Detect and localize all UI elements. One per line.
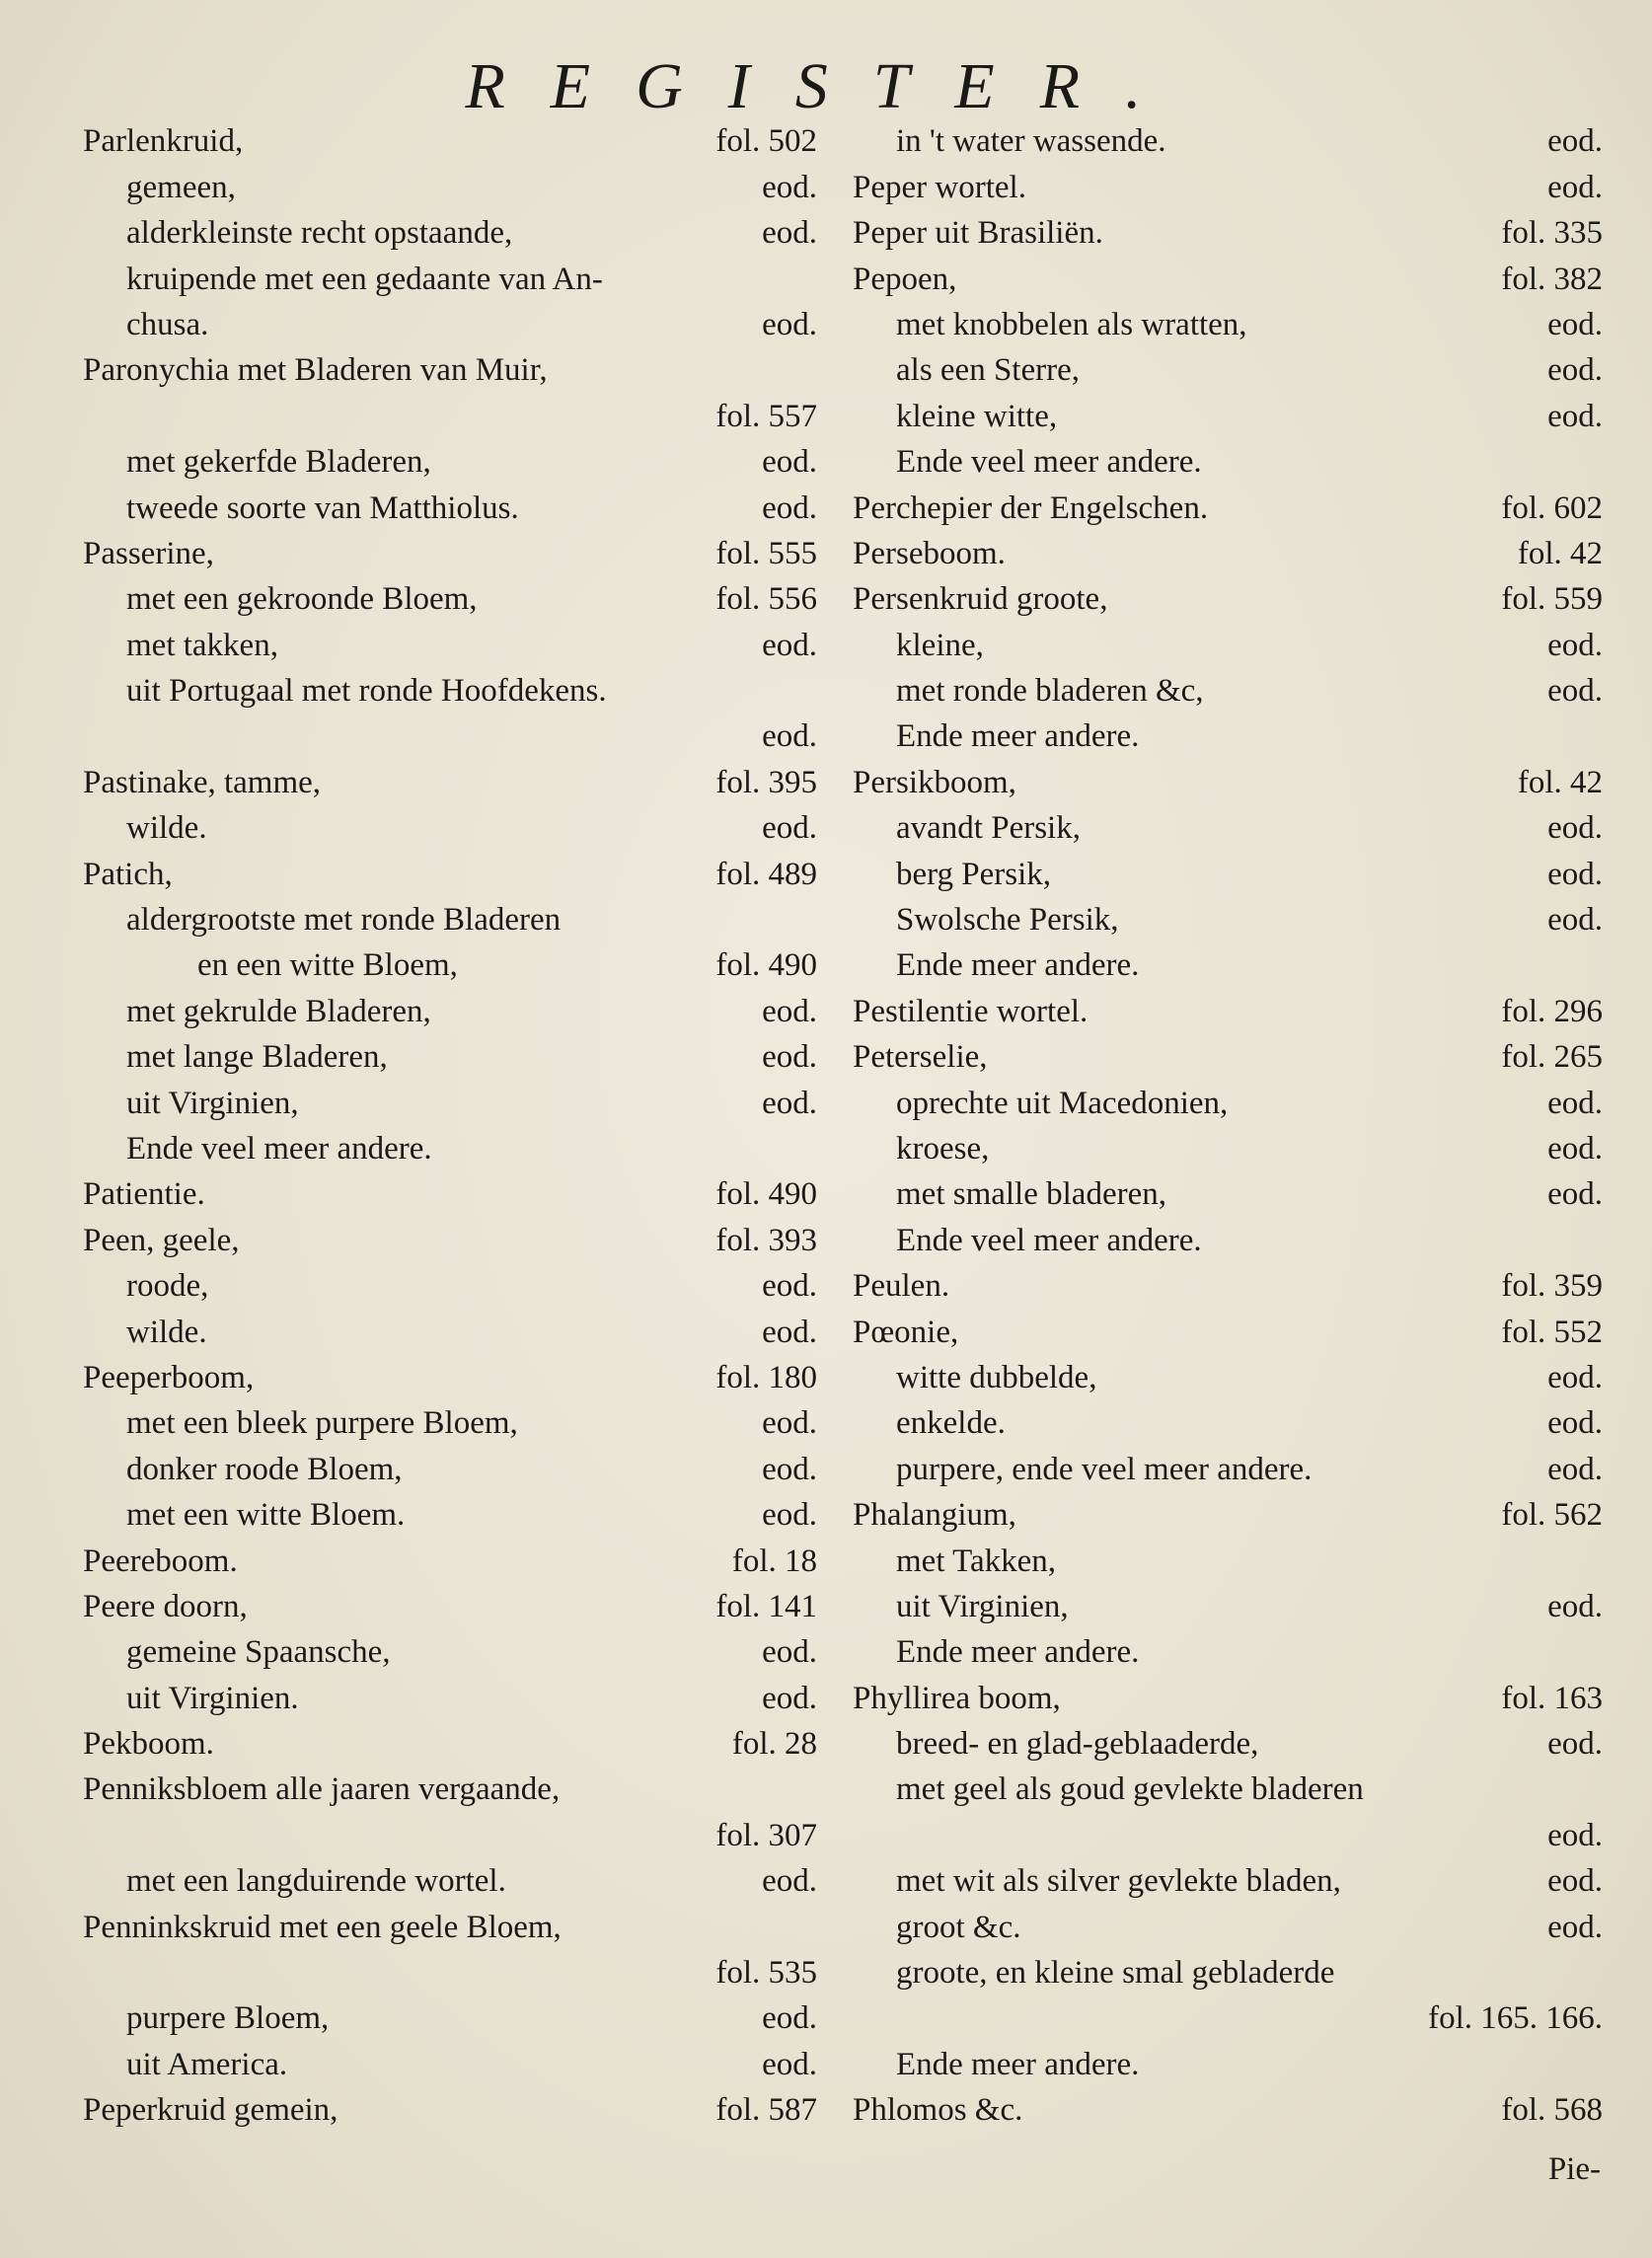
index-entry	[83, 1036, 817, 1082]
entry-reference: fol. 490	[715, 947, 817, 984]
entry-reference: eod.	[762, 1085, 817, 1121]
entry-reference: eod.	[762, 215, 817, 252]
entry-text: met ronde bladeren &c,	[896, 673, 1204, 710]
entry-reference: eod.	[762, 489, 817, 526]
entry-text: Ende meer andere.	[896, 947, 1140, 984]
entry-text: met gekrulde Bladeren,	[126, 993, 431, 1029]
entry-reference: fol. 163	[1501, 1680, 1603, 1716]
index-entry	[83, 1906, 817, 1951]
entry-text: enkelde.	[896, 1405, 1006, 1442]
entry-reference: eod.	[1547, 1359, 1603, 1395]
entry-text: met takken,	[126, 627, 278, 663]
index-entry	[853, 304, 1603, 349]
entry-reference: fol. 307	[715, 1817, 817, 1853]
entry-text: Peen, geele,	[83, 1222, 240, 1258]
entry-reference: fol. 559	[1501, 581, 1603, 618]
index-entry	[83, 2043, 817, 2088]
entry-text: Peper wortel.	[853, 169, 1026, 205]
entry-text: alderkleinste recht opstaande,	[126, 215, 513, 252]
entry-text: Pepoen,	[853, 261, 957, 297]
entry-reference: fol. 165. 166.	[1428, 2000, 1603, 2037]
entry-reference: eod.	[1547, 1817, 1603, 1853]
entry-reference: fol. 393	[715, 1222, 817, 1258]
index-entry	[83, 990, 817, 1035]
entry-text: Persikboom,	[853, 764, 1016, 800]
index-entry	[853, 1814, 1603, 1859]
index-entry	[853, 2043, 1603, 2088]
entry-text: Persenkruid groote,	[853, 581, 1108, 618]
index-entry	[83, 1494, 817, 1540]
index-entry	[83, 2089, 817, 2135]
index-entry	[853, 166, 1603, 211]
entry-text: uit Virginien,	[896, 1588, 1069, 1624]
entry-reference: fol. 28	[731, 1726, 817, 1763]
entry-reference: eod.	[762, 627, 817, 663]
entry-reference: fol. 556	[715, 581, 817, 618]
entry-text: Perchepier der Engelschen.	[853, 489, 1209, 526]
entry-text: kruipende met een gedaante van An-	[126, 261, 603, 297]
entry-reference: fol. 555	[715, 535, 817, 571]
entry-reference: eod.	[1547, 352, 1603, 389]
entry-reference: eod.	[1547, 856, 1603, 892]
entry-text: met een langduirende wortel.	[126, 1863, 506, 1900]
entry-text: groote, en kleine smal gebladerde	[896, 1955, 1335, 1992]
entry-text: Paronychia met Bladeren van Muir,	[83, 352, 548, 389]
index-entry	[83, 1219, 817, 1264]
entry-reference: eod.	[762, 306, 817, 342]
entry-reference: eod.	[1547, 1909, 1603, 1945]
entry-text: kleine witte,	[896, 398, 1058, 434]
index-entry	[853, 670, 1603, 715]
entry-reference: eod.	[1547, 673, 1603, 710]
entry-text: purpere Bloem,	[126, 2000, 330, 2037]
entry-reference: eod.	[1547, 902, 1603, 939]
index-entry	[853, 1082, 1603, 1127]
entry-text: met knobbelen als wratten,	[896, 306, 1247, 342]
entry-reference: eod.	[1547, 398, 1603, 434]
entry-text: Phlomos &c.	[853, 2092, 1023, 2129]
index-entry	[83, 1402, 817, 1448]
left-column	[83, 120, 817, 2135]
index-entry	[83, 349, 817, 395]
entry-text: wilde.	[126, 1314, 207, 1350]
index-entry	[853, 624, 1603, 669]
index-entry	[853, 120, 1603, 166]
entry-text: Ende meer andere.	[896, 718, 1140, 755]
index-entry	[83, 1860, 817, 1906]
entry-text: in 't water wassende.	[896, 123, 1166, 160]
entry-text: met een gekroonde Bloem,	[126, 581, 478, 618]
entry-text: chusa.	[126, 306, 209, 342]
entry-text: Phyllirea boom,	[853, 1680, 1061, 1716]
entry-text: en een witte Bloem,	[197, 947, 458, 984]
index-entry	[853, 807, 1603, 853]
index-entry	[853, 1677, 1603, 1722]
entry-text: gemeine Spaansche,	[126, 1634, 391, 1671]
index-entry	[853, 487, 1603, 532]
index-entry	[83, 1997, 817, 2043]
entry-reference: eod.	[762, 444, 817, 481]
index-entry	[83, 487, 817, 532]
entry-reference: eod.	[762, 718, 817, 755]
entry-text: Pekboom.	[83, 1726, 214, 1763]
index-entry	[853, 1357, 1603, 1402]
index-entry	[853, 715, 1603, 761]
entry-reference: eod.	[1547, 810, 1603, 847]
entry-reference: eod.	[1547, 1130, 1603, 1167]
index-entry	[83, 1952, 817, 1997]
entry-text: Peeperboom,	[83, 1359, 255, 1395]
index-entry	[83, 1631, 817, 1677]
entry-text: avandt Persik,	[896, 810, 1081, 847]
entry-text: witte dubbelde,	[896, 1359, 1097, 1395]
entry-text: aldergrootste met ronde Bladeren	[126, 902, 562, 939]
entry-text: met lange Bladeren,	[126, 1039, 388, 1076]
index-entry	[853, 990, 1603, 1035]
index-entry	[853, 349, 1603, 395]
entry-text: berg Persik,	[896, 856, 1052, 892]
entry-reference: fol. 502	[715, 123, 817, 160]
entry-reference: eod.	[762, 169, 817, 205]
index-entry	[83, 1814, 817, 1859]
index-entry	[83, 715, 817, 761]
entry-reference: eod.	[1547, 1451, 1603, 1487]
entry-reference: fol. 42	[1517, 535, 1603, 571]
index-entry	[83, 304, 817, 349]
entry-text: Phalangium,	[853, 1497, 1016, 1534]
entry-text: als een Sterre,	[896, 352, 1080, 389]
index-entry	[853, 1128, 1603, 1173]
entry-text: met gekerfde Bladeren,	[126, 444, 431, 481]
entry-text: Ende meer andere.	[896, 2046, 1140, 2082]
entry-reference: eod.	[762, 1497, 817, 1534]
entry-reference: eod.	[1547, 1405, 1603, 1442]
entry-text: Peterselie,	[853, 1039, 988, 1076]
index-entry	[83, 624, 817, 669]
index-entry	[853, 853, 1603, 898]
index-entry	[83, 533, 817, 578]
entry-text: Ende meer andere.	[896, 1634, 1140, 1671]
entry-reference: fol. 359	[1501, 1268, 1603, 1305]
entry-text: uit Virginien,	[126, 1085, 299, 1121]
entry-text: breed- en glad-geblaaderde,	[896, 1726, 1259, 1763]
entry-text: uit Portugaal met ronde Hoofdekens.	[126, 673, 607, 710]
entry-reference: eod.	[1547, 169, 1603, 205]
index-entry	[83, 761, 817, 806]
index-entry	[83, 1357, 817, 1402]
entry-reference: fol. 18	[731, 1543, 817, 1579]
entry-text: Perseboom.	[853, 535, 1006, 571]
entry-reference: eod.	[1547, 123, 1603, 160]
entry-reference: eod.	[762, 810, 817, 847]
index-entry	[853, 533, 1603, 578]
entry-reference: eod.	[762, 1039, 817, 1076]
index-entry	[853, 1631, 1603, 1677]
entry-text: met een witte Bloem.	[126, 1497, 406, 1534]
index-entry	[83, 1677, 817, 1722]
entry-text: Peulen.	[853, 1268, 950, 1305]
index-entry	[853, 1723, 1603, 1769]
entry-text: Ende veel meer andere.	[896, 444, 1202, 481]
entry-text: Parlenkruid,	[83, 123, 244, 160]
entry-reference: eod.	[762, 1268, 817, 1305]
index-entry	[853, 1540, 1603, 1585]
entry-text: Peper uit Brasiliën.	[853, 215, 1103, 252]
page-heading: REGISTER.	[465, 50, 1187, 122]
index-entry	[83, 212, 817, 258]
catchword: Pie-	[1547, 2151, 1601, 2187]
index-entry	[853, 1219, 1603, 1264]
entry-text: Penniksbloem alle jaaren vergaande,	[83, 1771, 561, 1808]
entry-text: met geel als goud gevlekte bladeren	[896, 1771, 1364, 1808]
index-entry	[83, 1586, 817, 1631]
entry-text: met Takken,	[896, 1543, 1057, 1579]
entry-reference: eod.	[762, 1314, 817, 1350]
index-entry	[83, 258, 817, 303]
entry-reference: fol. 587	[715, 2092, 817, 2129]
entry-text: Pestilentie wortel.	[853, 993, 1089, 1029]
index-entry	[853, 1906, 1603, 1951]
entry-reference: fol. 296	[1501, 993, 1603, 1029]
index-entry	[853, 761, 1603, 806]
entry-text: donker roode Bloem,	[126, 1451, 403, 1487]
entry-text: Peereboom.	[83, 1543, 238, 1579]
entry-reference: fol. 557	[715, 398, 817, 434]
entry-text: Patich,	[83, 856, 173, 892]
index-entry	[83, 1540, 817, 1585]
index-entry	[83, 441, 817, 487]
entry-reference: fol. 395	[715, 764, 817, 800]
index-entry	[853, 1952, 1603, 1997]
index-entry	[83, 853, 817, 898]
index-entry	[83, 1082, 817, 1127]
entry-reference: fol. 602	[1501, 489, 1603, 526]
entry-reference: fol. 490	[715, 1176, 817, 1213]
index-entry	[853, 578, 1603, 624]
index-entry	[83, 899, 817, 944]
index-entry	[83, 1448, 817, 1493]
entry-reference: eod.	[1547, 1176, 1603, 1213]
index-entry	[853, 1173, 1603, 1219]
entry-text: Pœonie,	[853, 1314, 959, 1350]
entry-text: met wit als silver gevlekte bladen,	[896, 1863, 1341, 1900]
index-entry	[853, 1402, 1603, 1448]
entry-reference: fol. 180	[715, 1359, 817, 1395]
entry-reference: fol. 535	[715, 1955, 817, 1992]
index-entry	[83, 944, 817, 990]
entry-reference: eod.	[1547, 1726, 1603, 1763]
index-entry	[83, 120, 817, 166]
right-column	[853, 120, 1603, 2135]
entry-text: Ende veel meer andere.	[896, 1222, 1202, 1258]
entry-reference: eod.	[762, 1863, 817, 1900]
index-entry	[853, 1769, 1603, 1814]
index-entry	[853, 441, 1603, 487]
entry-text: kleine,	[896, 627, 984, 663]
entry-text: tweede soorte van Matthiolus.	[126, 489, 519, 526]
entry-reference: eod.	[762, 1634, 817, 1671]
entry-text: Ende veel meer andere.	[126, 1130, 432, 1167]
entry-text: roode,	[126, 1268, 209, 1305]
index-entry	[83, 1769, 817, 1814]
entry-reference: fol. 335	[1501, 215, 1603, 252]
index-entry	[853, 2089, 1603, 2135]
entry-text: Peere doorn,	[83, 1588, 248, 1624]
entry-reference: eod.	[762, 1405, 817, 1442]
entry-text: Patientie.	[83, 1176, 205, 1213]
entry-text: Peperkruid gemein,	[83, 2092, 338, 2129]
entry-reference: fol. 265	[1501, 1039, 1603, 1076]
entry-reference: eod.	[1547, 627, 1603, 663]
index-entry	[853, 899, 1603, 944]
entry-text: Pastinake, tamme,	[83, 764, 322, 800]
entry-reference: eod.	[1547, 1085, 1603, 1121]
entry-reference: eod.	[762, 2000, 817, 2037]
index-entry	[853, 1586, 1603, 1631]
entry-reference: fol. 42	[1517, 764, 1603, 800]
entry-text: met een bleek purpere Bloem,	[126, 1405, 518, 1442]
index-entry	[83, 670, 817, 715]
index-entry	[853, 1311, 1603, 1356]
index-entry	[83, 1265, 817, 1311]
entry-text: gemeen,	[126, 169, 236, 205]
entry-text: met smalle bladeren,	[896, 1176, 1166, 1213]
entry-text: uit Virginien.	[126, 1680, 299, 1716]
index-entry	[83, 1311, 817, 1356]
entry-reference: fol. 489	[715, 856, 817, 892]
entry-reference: eod.	[1547, 1588, 1603, 1624]
index-entry	[853, 395, 1603, 440]
entry-reference: eod.	[1547, 1863, 1603, 1900]
entry-text: purpere, ende veel meer andere.	[896, 1451, 1313, 1487]
entry-reference: eod.	[762, 1451, 817, 1487]
index-entry	[83, 578, 817, 624]
entry-text: uit America.	[126, 2046, 288, 2082]
entry-text: kroese,	[896, 1130, 990, 1167]
index-entry	[853, 1265, 1603, 1311]
entry-reference: fol. 562	[1501, 1497, 1603, 1534]
index-entry	[83, 395, 817, 440]
index-entry	[853, 1036, 1603, 1082]
index-entry	[853, 1494, 1603, 1540]
index-entry	[83, 1173, 817, 1219]
index-entry	[853, 258, 1603, 303]
index-entry	[853, 1448, 1603, 1493]
entry-reference: eod.	[762, 2046, 817, 2082]
index-entry	[853, 1997, 1603, 2043]
index-entry	[853, 944, 1603, 990]
entry-reference: fol. 382	[1501, 261, 1603, 297]
index-entry	[853, 1860, 1603, 1906]
entry-text: groot &c.	[896, 1909, 1021, 1945]
entry-text: wilde.	[126, 810, 207, 847]
index-entry	[853, 212, 1603, 258]
index-entry	[83, 1723, 817, 1769]
entry-text: Swolsche Persik,	[896, 902, 1119, 939]
entry-reference: eod.	[762, 993, 817, 1029]
index-entry	[83, 166, 817, 211]
index-entry	[83, 807, 817, 853]
entry-text: Passerine,	[83, 535, 214, 571]
entry-reference: eod.	[1547, 306, 1603, 342]
entry-reference: fol. 141	[715, 1588, 817, 1624]
entry-reference: fol. 568	[1501, 2092, 1603, 2129]
entry-text: Penninkskruid met een geele Bloem,	[83, 1909, 562, 1945]
entry-reference: eod.	[762, 1680, 817, 1716]
entry-reference: fol. 552	[1501, 1314, 1603, 1350]
index-entry	[83, 1128, 817, 1173]
entry-text: oprechte uit Macedonien,	[896, 1085, 1229, 1121]
